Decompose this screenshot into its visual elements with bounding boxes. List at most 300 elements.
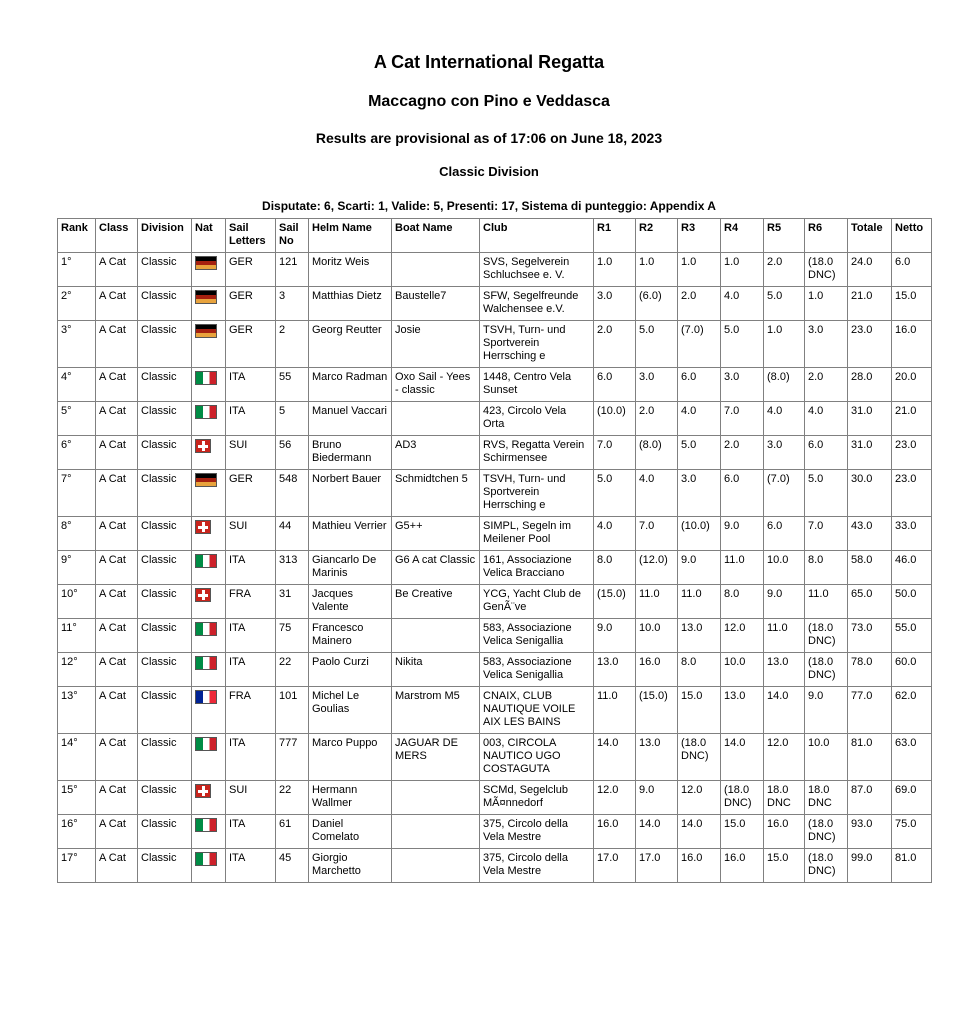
cell-r1: 6.0 bbox=[594, 368, 636, 402]
cell-netto: 62.0 bbox=[892, 687, 932, 734]
cell-flag bbox=[192, 287, 226, 321]
cell-r6: (18.0 DNC) bbox=[805, 815, 848, 849]
table-row bbox=[58, 734, 932, 781]
col-r2: R2 bbox=[636, 219, 678, 253]
cell-boat: Oxo Sail - Yees - classic bbox=[392, 368, 480, 402]
cell-netto: 33.0 bbox=[892, 517, 932, 551]
table-row bbox=[58, 653, 932, 687]
cell-r5: 2.0 bbox=[764, 253, 805, 287]
cell-division: Classic bbox=[138, 734, 192, 781]
cell-r6: 7.0 bbox=[805, 517, 848, 551]
cell-r3: 3.0 bbox=[678, 470, 721, 517]
cell-division: Classic bbox=[138, 815, 192, 849]
cell-r1: 12.0 bbox=[594, 781, 636, 815]
cell-r3: 12.0 bbox=[678, 781, 721, 815]
cell-r5: 5.0 bbox=[764, 287, 805, 321]
cell-r5: (8.0) bbox=[764, 368, 805, 402]
cell-r1: (15.0) bbox=[594, 585, 636, 619]
cell-helm: Norbert Bauer bbox=[309, 470, 392, 517]
col-r6: R6 bbox=[805, 219, 848, 253]
cell-netto: 63.0 bbox=[892, 734, 932, 781]
cell-r4: 1.0 bbox=[721, 253, 764, 287]
cell-r1: 4.0 bbox=[594, 517, 636, 551]
cell-r3: 15.0 bbox=[678, 687, 721, 734]
cell-r1: 14.0 bbox=[594, 734, 636, 781]
cell-r3: (10.0) bbox=[678, 517, 721, 551]
flag-sui-icon bbox=[195, 588, 211, 602]
cell-nat: GER bbox=[226, 470, 276, 517]
cell-club: RVS, Regatta Verein Schirmensee bbox=[480, 436, 594, 470]
col-helm-name: Helm Name bbox=[309, 219, 392, 253]
cell-division: Classic bbox=[138, 436, 192, 470]
cell-club: SFW, Segelfreunde Walchensee e.V. bbox=[480, 287, 594, 321]
cell-division: Classic bbox=[138, 470, 192, 517]
cell-sail-no: 22 bbox=[276, 653, 309, 687]
cell-division: Classic bbox=[138, 849, 192, 883]
cell-flag bbox=[192, 253, 226, 287]
cell-r6: 11.0 bbox=[805, 585, 848, 619]
table-row bbox=[58, 585, 932, 619]
col-class: Class bbox=[96, 219, 138, 253]
cell-nat: FRA bbox=[226, 687, 276, 734]
cell-nat: ITA bbox=[226, 815, 276, 849]
cell-r2: (6.0) bbox=[636, 287, 678, 321]
cell-boat bbox=[392, 253, 480, 287]
cell-flag bbox=[192, 470, 226, 517]
cell-flag bbox=[192, 687, 226, 734]
col-nat: Nat bbox=[192, 219, 226, 253]
cell-totale: 81.0 bbox=[848, 734, 892, 781]
cell-r4: 8.0 bbox=[721, 585, 764, 619]
cell-club: 003, CIRCOLA NAUTICO UGO COSTAGUTA bbox=[480, 734, 594, 781]
col-r5: R5 bbox=[764, 219, 805, 253]
cell-netto: 20.0 bbox=[892, 368, 932, 402]
cell-sail-no: 777 bbox=[276, 734, 309, 781]
cell-r3: 6.0 bbox=[678, 368, 721, 402]
cell-r3: (18.0 DNC) bbox=[678, 734, 721, 781]
cell-r5: 11.0 bbox=[764, 619, 805, 653]
cell-r2: 9.0 bbox=[636, 781, 678, 815]
cell-helm: Bruno Biedermann bbox=[309, 436, 392, 470]
table-row bbox=[58, 368, 932, 402]
provisional-note: Results are provisional as of 17:06 on June 18, 2023 bbox=[315, 130, 663, 146]
cell-r4: 12.0 bbox=[721, 619, 764, 653]
cell-helm: Francesco Mainero bbox=[309, 619, 392, 653]
cell-r5: (7.0) bbox=[764, 470, 805, 517]
cell-totale: 93.0 bbox=[848, 815, 892, 849]
flag-ger-icon bbox=[195, 256, 217, 270]
cell-r1: 1.0 bbox=[594, 253, 636, 287]
table-row bbox=[58, 849, 932, 883]
cell-netto: 55.0 bbox=[892, 619, 932, 653]
cell-totale: 99.0 bbox=[848, 849, 892, 883]
flag-ger-icon bbox=[195, 473, 217, 487]
flag-sui-icon bbox=[195, 439, 211, 453]
cell-division: Classic bbox=[138, 368, 192, 402]
cell-class: A Cat bbox=[96, 734, 138, 781]
cell-r5: 15.0 bbox=[764, 849, 805, 883]
results-body bbox=[58, 253, 932, 883]
cell-division: Classic bbox=[138, 517, 192, 551]
flag-ita-icon bbox=[195, 852, 217, 866]
cell-r5: 1.0 bbox=[764, 321, 805, 368]
cell-r1: 7.0 bbox=[594, 436, 636, 470]
cell-r4: (18.0 DNC) bbox=[721, 781, 764, 815]
table-row bbox=[58, 619, 932, 653]
cell-r1: 8.0 bbox=[594, 551, 636, 585]
cell-class: A Cat bbox=[96, 781, 138, 815]
division-title: Classic Division bbox=[439, 164, 539, 179]
cell-r3: 11.0 bbox=[678, 585, 721, 619]
col-rank: Rank bbox=[58, 219, 96, 253]
page-title: A Cat International Regatta bbox=[373, 52, 605, 72]
cell-r4: 10.0 bbox=[721, 653, 764, 687]
cell-netto: 6.0 bbox=[892, 253, 932, 287]
cell-r1: 17.0 bbox=[594, 849, 636, 883]
cell-totale: 21.0 bbox=[848, 287, 892, 321]
cell-helm: Hermann Wallmer bbox=[309, 781, 392, 815]
cell-rank: 10° bbox=[58, 585, 96, 619]
cell-class: A Cat bbox=[96, 687, 138, 734]
col-r3: R3 bbox=[678, 219, 721, 253]
cell-r2: (12.0) bbox=[636, 551, 678, 585]
cell-nat: ITA bbox=[226, 734, 276, 781]
cell-r6: 4.0 bbox=[805, 402, 848, 436]
cell-club: 375, Circolo della Vela Mestre bbox=[480, 815, 594, 849]
cell-helm: Marco Radman bbox=[309, 368, 392, 402]
flag-ger-icon bbox=[195, 324, 217, 338]
cell-club: CNAIX, CLUB NAUTIQUE VOILE AIX LES BAINS bbox=[480, 687, 594, 734]
cell-sail-no: 45 bbox=[276, 849, 309, 883]
cell-r3: 8.0 bbox=[678, 653, 721, 687]
cell-class: A Cat bbox=[96, 368, 138, 402]
cell-r4: 6.0 bbox=[721, 470, 764, 517]
cell-totale: 77.0 bbox=[848, 687, 892, 734]
cell-sail-no: 56 bbox=[276, 436, 309, 470]
cell-flag bbox=[192, 815, 226, 849]
cell-class: A Cat bbox=[96, 653, 138, 687]
cell-r4: 2.0 bbox=[721, 436, 764, 470]
cell-helm: Marco Puppo bbox=[309, 734, 392, 781]
cell-helm: Daniel Comelato bbox=[309, 815, 392, 849]
cell-rank: 7° bbox=[58, 470, 96, 517]
cell-class: A Cat bbox=[96, 619, 138, 653]
cell-class: A Cat bbox=[96, 585, 138, 619]
cell-r4: 11.0 bbox=[721, 551, 764, 585]
cell-boat: Baustelle7 bbox=[392, 287, 480, 321]
cell-sail-no: 121 bbox=[276, 253, 309, 287]
cell-netto: 81.0 bbox=[892, 849, 932, 883]
cell-helm: Moritz Weis bbox=[309, 253, 392, 287]
cell-sail-no: 548 bbox=[276, 470, 309, 517]
cell-totale: 28.0 bbox=[848, 368, 892, 402]
cell-helm: Paolo Curzi bbox=[309, 653, 392, 687]
cell-nat: ITA bbox=[226, 619, 276, 653]
cell-r2: 3.0 bbox=[636, 368, 678, 402]
cell-division: Classic bbox=[138, 781, 192, 815]
cell-club: TSVH, Turn- und Sportverein Herrsching e bbox=[480, 470, 594, 517]
cell-helm: Michel Le Goulias bbox=[309, 687, 392, 734]
cell-helm: Georg Reutter bbox=[309, 321, 392, 368]
cell-sail-no: 44 bbox=[276, 517, 309, 551]
cell-rank: 6° bbox=[58, 436, 96, 470]
cell-nat: FRA bbox=[226, 585, 276, 619]
col-sail-letters: Sail Letters bbox=[226, 219, 276, 253]
table-row bbox=[58, 551, 932, 585]
cell-r6: 1.0 bbox=[805, 287, 848, 321]
cell-flag bbox=[192, 551, 226, 585]
cell-nat: SUI bbox=[226, 517, 276, 551]
cell-nat: GER bbox=[226, 321, 276, 368]
cell-sail-no: 5 bbox=[276, 402, 309, 436]
cell-netto: 46.0 bbox=[892, 551, 932, 585]
cell-boat bbox=[392, 619, 480, 653]
cell-flag bbox=[192, 368, 226, 402]
table-row bbox=[58, 287, 932, 321]
cell-flag bbox=[192, 585, 226, 619]
cell-r2: 1.0 bbox=[636, 253, 678, 287]
cell-class: A Cat bbox=[96, 849, 138, 883]
cell-r5: 14.0 bbox=[764, 687, 805, 734]
cell-r3: 5.0 bbox=[678, 436, 721, 470]
cell-netto: 69.0 bbox=[892, 781, 932, 815]
flag-ita-icon bbox=[195, 405, 217, 419]
cell-r2: 11.0 bbox=[636, 585, 678, 619]
cell-r6: 18.0 DNC bbox=[805, 781, 848, 815]
col-r1: R1 bbox=[594, 219, 636, 253]
table-row bbox=[58, 470, 932, 517]
cell-r6: 2.0 bbox=[805, 368, 848, 402]
cell-rank: 8° bbox=[58, 517, 96, 551]
cell-r6: 5.0 bbox=[805, 470, 848, 517]
table-row bbox=[58, 517, 932, 551]
cell-club: 375, Circolo della Vela Mestre bbox=[480, 849, 594, 883]
cell-boat bbox=[392, 781, 480, 815]
cell-r3: 4.0 bbox=[678, 402, 721, 436]
cell-sail-no: 61 bbox=[276, 815, 309, 849]
cell-helm: Manuel Vaccari bbox=[309, 402, 392, 436]
cell-r4: 3.0 bbox=[721, 368, 764, 402]
cell-rank: 12° bbox=[58, 653, 96, 687]
cell-r5: 12.0 bbox=[764, 734, 805, 781]
flag-sui-icon bbox=[195, 520, 211, 534]
cell-r2: (15.0) bbox=[636, 687, 678, 734]
cell-division: Classic bbox=[138, 551, 192, 585]
cell-netto: 60.0 bbox=[892, 653, 932, 687]
cell-r1: 2.0 bbox=[594, 321, 636, 368]
cell-r4: 5.0 bbox=[721, 321, 764, 368]
cell-r4: 16.0 bbox=[721, 849, 764, 883]
cell-class: A Cat bbox=[96, 321, 138, 368]
cell-r1: (10.0) bbox=[594, 402, 636, 436]
cell-r1: 13.0 bbox=[594, 653, 636, 687]
cell-division: Classic bbox=[138, 321, 192, 368]
cell-rank: 15° bbox=[58, 781, 96, 815]
cell-r6: 10.0 bbox=[805, 734, 848, 781]
cell-rank: 5° bbox=[58, 402, 96, 436]
cell-division: Classic bbox=[138, 687, 192, 734]
cell-netto: 23.0 bbox=[892, 470, 932, 517]
cell-class: A Cat bbox=[96, 287, 138, 321]
cell-r5: 4.0 bbox=[764, 402, 805, 436]
cell-boat: G5++ bbox=[392, 517, 480, 551]
cell-boat: JAGUAR DE MERS bbox=[392, 734, 480, 781]
cell-sail-no: 31 bbox=[276, 585, 309, 619]
cell-r3: 13.0 bbox=[678, 619, 721, 653]
cell-nat: ITA bbox=[226, 849, 276, 883]
cell-r3: 1.0 bbox=[678, 253, 721, 287]
cell-class: A Cat bbox=[96, 551, 138, 585]
cell-r2: 5.0 bbox=[636, 321, 678, 368]
cell-netto: 50.0 bbox=[892, 585, 932, 619]
cell-r2: 17.0 bbox=[636, 849, 678, 883]
cell-r2: 16.0 bbox=[636, 653, 678, 687]
cell-nat: ITA bbox=[226, 653, 276, 687]
table-row bbox=[58, 436, 932, 470]
cell-flag bbox=[192, 436, 226, 470]
cell-club: TSVH, Turn- und Sportverein Herrsching e bbox=[480, 321, 594, 368]
cell-r3: 9.0 bbox=[678, 551, 721, 585]
flag-ita-icon bbox=[195, 656, 217, 670]
flag-ita-icon bbox=[195, 737, 217, 751]
cell-r6: (18.0 DNC) bbox=[805, 253, 848, 287]
cell-r2: (8.0) bbox=[636, 436, 678, 470]
cell-r4: 15.0 bbox=[721, 815, 764, 849]
cell-totale: 43.0 bbox=[848, 517, 892, 551]
cell-flag bbox=[192, 619, 226, 653]
cell-sail-no: 313 bbox=[276, 551, 309, 585]
cell-club: 583, Associazione Velica Senigallia bbox=[480, 653, 594, 687]
table-row bbox=[58, 687, 932, 734]
cell-r4: 14.0 bbox=[721, 734, 764, 781]
cell-r6: (18.0 DNC) bbox=[805, 653, 848, 687]
cell-flag bbox=[192, 653, 226, 687]
cell-r6: 8.0 bbox=[805, 551, 848, 585]
col-sail-no: Sail No bbox=[276, 219, 309, 253]
flag-sui-icon bbox=[195, 784, 211, 798]
cell-sail-no: 55 bbox=[276, 368, 309, 402]
cell-r6: 3.0 bbox=[805, 321, 848, 368]
cell-r4: 13.0 bbox=[721, 687, 764, 734]
cell-boat: AD3 bbox=[392, 436, 480, 470]
cell-rank: 11° bbox=[58, 619, 96, 653]
cell-r6: 9.0 bbox=[805, 687, 848, 734]
cell-totale: 24.0 bbox=[848, 253, 892, 287]
cell-boat bbox=[392, 849, 480, 883]
cell-r1: 16.0 bbox=[594, 815, 636, 849]
cell-boat: Schmidtchen 5 bbox=[392, 470, 480, 517]
cell-r2: 10.0 bbox=[636, 619, 678, 653]
cell-r4: 7.0 bbox=[721, 402, 764, 436]
cell-totale: 30.0 bbox=[848, 470, 892, 517]
cell-r3: (7.0) bbox=[678, 321, 721, 368]
cell-division: Classic bbox=[138, 402, 192, 436]
cell-rank: 3° bbox=[58, 321, 96, 368]
table-row bbox=[58, 402, 932, 436]
cell-nat: ITA bbox=[226, 402, 276, 436]
cell-helm: Jacques Valente bbox=[309, 585, 392, 619]
cell-nat: GER bbox=[226, 253, 276, 287]
cell-division: Classic bbox=[138, 619, 192, 653]
cell-boat: Josie bbox=[392, 321, 480, 368]
cell-club: 161, Associazione Velica Bracciano bbox=[480, 551, 594, 585]
table-row bbox=[58, 815, 932, 849]
cell-class: A Cat bbox=[96, 253, 138, 287]
cell-r2: 7.0 bbox=[636, 517, 678, 551]
cell-totale: 73.0 bbox=[848, 619, 892, 653]
cell-flag bbox=[192, 734, 226, 781]
col-totale: Totale bbox=[848, 219, 892, 253]
cell-boat bbox=[392, 402, 480, 436]
cell-flag bbox=[192, 517, 226, 551]
cell-r6: (18.0 DNC) bbox=[805, 619, 848, 653]
cell-class: A Cat bbox=[96, 402, 138, 436]
page-header bbox=[0, 52, 978, 213]
cell-r2: 14.0 bbox=[636, 815, 678, 849]
cell-r2: 13.0 bbox=[636, 734, 678, 781]
cell-r6: 6.0 bbox=[805, 436, 848, 470]
flag-ita-icon bbox=[195, 554, 217, 568]
cell-class: A Cat bbox=[96, 517, 138, 551]
cell-nat: GER bbox=[226, 287, 276, 321]
cell-totale: 58.0 bbox=[848, 551, 892, 585]
cell-r5: 3.0 bbox=[764, 436, 805, 470]
cell-sail-no: 101 bbox=[276, 687, 309, 734]
cell-division: Classic bbox=[138, 287, 192, 321]
cell-club: 583, Associazione Velica Senigallia bbox=[480, 619, 594, 653]
cell-sail-no: 2 bbox=[276, 321, 309, 368]
cell-totale: 31.0 bbox=[848, 402, 892, 436]
cell-division: Classic bbox=[138, 585, 192, 619]
cell-rank: 9° bbox=[58, 551, 96, 585]
cell-club: 1448, Centro Vela Sunset bbox=[480, 368, 594, 402]
cell-r4: 9.0 bbox=[721, 517, 764, 551]
cell-boat: Nikita bbox=[392, 653, 480, 687]
cell-netto: 23.0 bbox=[892, 436, 932, 470]
cell-division: Classic bbox=[138, 653, 192, 687]
table-row bbox=[58, 253, 932, 287]
cell-helm: Mathieu Verrier bbox=[309, 517, 392, 551]
cell-sail-no: 22 bbox=[276, 781, 309, 815]
cell-nat: ITA bbox=[226, 368, 276, 402]
cell-r3: 14.0 bbox=[678, 815, 721, 849]
flag-ger-icon bbox=[195, 290, 217, 304]
cell-r4: 4.0 bbox=[721, 287, 764, 321]
cell-flag bbox=[192, 849, 226, 883]
cell-club: SIMPL, Segeln im Meilener Pool bbox=[480, 517, 594, 551]
cell-rank: 4° bbox=[58, 368, 96, 402]
cell-rank: 14° bbox=[58, 734, 96, 781]
col-club: Club bbox=[480, 219, 594, 253]
cell-nat: ITA bbox=[226, 551, 276, 585]
cell-totale: 87.0 bbox=[848, 781, 892, 815]
cell-r5: 10.0 bbox=[764, 551, 805, 585]
cell-r3: 2.0 bbox=[678, 287, 721, 321]
cell-division: Classic bbox=[138, 253, 192, 287]
cell-class: A Cat bbox=[96, 815, 138, 849]
flag-ita-icon bbox=[195, 818, 217, 832]
cell-club: 423, Circolo Vela Orta bbox=[480, 402, 594, 436]
cell-netto: 75.0 bbox=[892, 815, 932, 849]
cell-flag bbox=[192, 321, 226, 368]
cell-helm: Giorgio Marchetto bbox=[309, 849, 392, 883]
header-row bbox=[58, 219, 932, 253]
cell-totale: 65.0 bbox=[848, 585, 892, 619]
cell-rank: 13° bbox=[58, 687, 96, 734]
cell-netto: 16.0 bbox=[892, 321, 932, 368]
cell-r1: 5.0 bbox=[594, 470, 636, 517]
cell-r6: (18.0 DNC) bbox=[805, 849, 848, 883]
